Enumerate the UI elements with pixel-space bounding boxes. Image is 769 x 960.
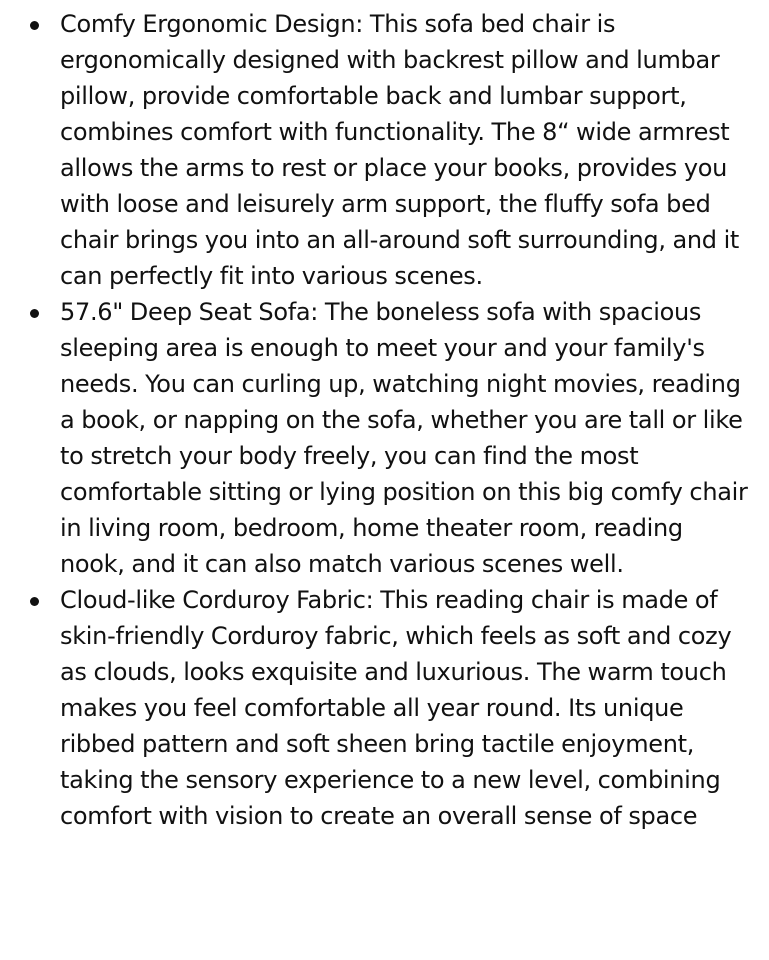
bullet-dot-icon [30,309,39,318]
feature-bullet-ergonomic [24,6,749,294]
feature-bullet-deep-seat [24,294,749,582]
feature-bullet-list [24,6,749,834]
feature-bullet-text: Comfy Ergonomic Design: This sofa bed chair is ergonomically designed with backrest pillow and lumbar pillow, provide comfortable back and lumbar support, combines comfort with functionality. The 8“ wide armrest allows the arms to rest or place your books, provides you with loose and leisurely arm support, the fluffy sofa bed chair brings you into an all-around soft surrounding, and it can perfectly fit into various scenes. [60,10,740,290]
bullet-dot-icon [30,21,39,30]
feature-bullet-text: Cloud-like Corduroy Fabric: This reading chair is made of skin-friendly Corduroy fabric, which feels as soft and cozy as clouds, looks exquisite and luxurious. The warm touch makes you feel comfortable all year round. Its unique ribbed pattern and soft sheen bring tactile enjoyment, taking the sensory experience to a new level, combining comfort with vision to create an overall sense of space [60,586,732,830]
feature-bullet-text: 57.6" Deep Seat Sofa: The boneless sofa with spacious sleeping area is enough to meet your and your family's needs. You can curling up, watching night movies, reading a book, or napping on the sofa, whether you are tall or like to stretch your body freely, you can find the most comfortable sitting or lying position on this big comfy chair in living room, bedroom, home theater room, reading nook, and it can also match various scenes well. [60,298,748,578]
feature-bullet-corduroy [24,582,749,834]
bullet-dot-icon [30,597,39,606]
